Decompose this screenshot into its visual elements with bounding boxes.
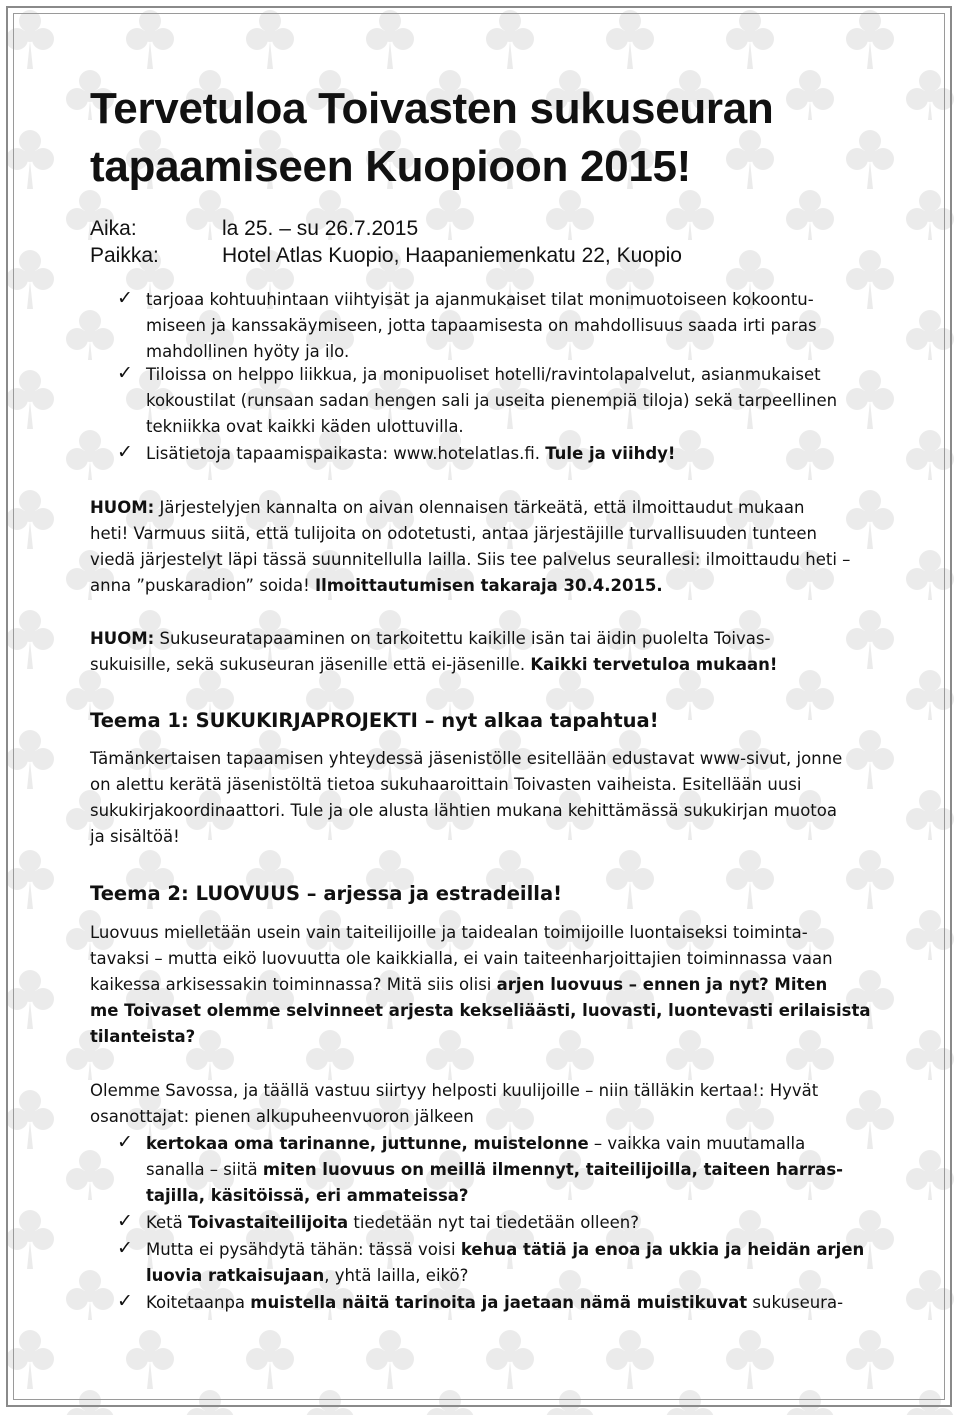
venue-info-text: Lisätietoja tapaamispaikasta: www.hotelatlas.fi. — [146, 444, 546, 463]
check-mark-icon: ✓ — [117, 362, 133, 384]
note1-line-4: anna ”puskaradion” soida! — [90, 576, 315, 595]
theme2-question-2: me Toivaset olemme selvinneet arjesta kekseliäästi, luovasti, luontevasti erilaisista — [90, 1001, 871, 1020]
theme2-body — [90, 920, 871, 1050]
event-time — [90, 216, 418, 242]
item1-rest: – vaikka vain muutamalla — [588, 1134, 806, 1153]
item1-line-3: tajilla, käsitöissä, eri ammateissa? — [146, 1186, 469, 1205]
theme1-body — [90, 746, 842, 850]
venue-item-1 — [146, 287, 817, 365]
venue-item-2 — [146, 362, 837, 440]
check-mark-icon: ✓ — [117, 1290, 133, 1312]
note1-line-2: heti! Varmuus siitä, että tulijoita on odotetusti, antaa järjestäjille turvallisuuden tunteen — [90, 524, 817, 543]
item3-pre: Mutta ei pysähdytä tähän: tässä voisi — [146, 1240, 461, 1259]
note-audience — [90, 626, 777, 678]
page-title — [90, 80, 774, 196]
item4-rest: sukuseura- — [747, 1293, 844, 1312]
theme2-line-1: Luovuus mielletään usein vain taiteilijoille ja taidealan toimijoille luontaiseksi toiminta- — [90, 923, 808, 942]
venue-item-3 — [146, 441, 675, 467]
note2-line-1: Sukuseuratapaaminen on tarkoitettu kaikille isän tai äidin puolelta Toivas- — [154, 629, 771, 648]
item1-line-2-bold: miten luovuus on meillä ilmennyt, taiteilijoilla, taiteen harras- — [262, 1160, 843, 1179]
note1-deadline: Ilmoittautumisen takaraja 30.4.2015. — [314, 576, 663, 595]
check-mark-icon: ✓ — [117, 441, 133, 463]
item2-bold: Toivastaiteilijoita — [187, 1213, 349, 1232]
theme2-para2 — [90, 1078, 818, 1130]
venue-item-2-line-3: tekniikka ovat kaikki käden ulottuvilla. — [146, 417, 464, 436]
note-registration — [90, 495, 850, 599]
venue-item-2-line-2: kokoustilat (runsaan sadan hengen sali ja useita pienempiä tiloja) sekä tarpeellinen — [146, 391, 838, 410]
item3-line-2-bold: luovia ratkaisujaan — [146, 1266, 325, 1285]
theme1-line-4: ja sisältöä! — [90, 827, 180, 846]
theme1-line-2: on alettu kerätä jäsenistöltä tietoa sukuhaaroittain Toivasten vaiheista. Esitellään uusi — [90, 775, 802, 794]
venue-item-1-line-3: mahdollinen hyöty ja ilo. — [146, 342, 350, 361]
time-label: Aika: — [90, 217, 137, 240]
theme1-line-3: sukukirjakoordinaattori. Tule ja ole alusta lähtien mukana kehittämässä sukukirjan muotoa — [90, 801, 837, 820]
item1-bold: kertokaa oma tarinanne, juttunne, muistelonne — [146, 1134, 589, 1153]
theme2-line-2: tavaksi – mutta eikö luovuutta ole kaikkialla, ei vain taiteenharjoittajien toiminnassa vaan — [90, 949, 833, 968]
check-mark-icon: ✓ — [117, 1237, 133, 1259]
venue-item-2-line-1: Tiloissa on helppo liikkua, ja monipuoliset hotelli/ravintolapalvelut, asianmukaiset — [146, 365, 821, 384]
theme2-line-3: kaikessa arkisessakin toiminnassa? Mitä siis olisi — [90, 975, 497, 994]
check-mark-icon: ✓ — [117, 1131, 133, 1153]
title-line-1: Tervetuloa Toivasten sukuseuran — [90, 84, 774, 133]
venue-info-bold: Tule ja viihdy! — [545, 444, 676, 463]
item2-rest: tiedetään nyt tai tiedetään olleen? — [348, 1213, 639, 1232]
theme2-item-2 — [146, 1210, 639, 1236]
theme2-question-3: tilanteista? — [90, 1027, 196, 1046]
theme2-heading: Teema 2: LUOVUUS – arjessa ja estradeilla! — [90, 882, 563, 905]
title-line-2: tapaamiseen Kuopioon 2015! — [90, 142, 692, 191]
venue-item-1-line-2: miseen ja kanssakäymiseen, jotta tapaamisesta on mahdollisuus saada irti paras — [146, 316, 817, 335]
check-mark-icon: ✓ — [117, 1210, 133, 1232]
place-label: Paikka: — [90, 244, 159, 267]
event-place — [90, 243, 682, 269]
theme2-item-3 — [146, 1237, 864, 1289]
place-value: Hotel Atlas Kuopio, Haapaniemenkatu 22, Kuopio — [222, 244, 682, 267]
note1-label: HUOM: — [90, 498, 155, 517]
time-value: la 25. – su 26.7.2015 — [222, 217, 419, 240]
theme2-para2-line-2: osanottajat: pienen alkupuheenvuoron jälkeen — [90, 1107, 474, 1126]
theme1-heading: Teema 1: SUKUKIRJAPROJEKTI – nyt alkaa tapahtua! — [90, 709, 659, 732]
check-mark-icon: ✓ — [117, 287, 133, 309]
note2-welcome: Kaikki tervetuloa mukaan! — [530, 655, 778, 674]
item3-line-2-rest: , yhtä lailla, eikö? — [324, 1266, 469, 1285]
item2-pre: Ketä — [146, 1213, 188, 1232]
theme1-line-1: Tämänkertaisen tapaamisen yhteydessä jäsenistölle esitellään edustavat www-sivut, jonne — [90, 749, 843, 768]
theme2-question-1: arjen luovuus – ennen ja nyt? Miten — [496, 975, 828, 994]
theme2-item-1 — [146, 1131, 843, 1209]
item3-bold: kehua tätiä ja enoa ja ukkia ja heidän arjen — [460, 1240, 865, 1259]
theme2-item-4 — [146, 1290, 843, 1316]
item4-pre: Koitetaanpa — [146, 1293, 251, 1312]
item4-bold: muistella näitä tarinoita ja jaetaan nämä muistikuvat — [250, 1293, 748, 1312]
note1-line-3: viedä järjestelyt läpi tässä suunnitellulla lailla. Siis tee palvelus seurallesi: ilmoittaudu heti – — [90, 550, 851, 569]
note2-line-2: sukuisille, sekä sukuseuran jäsenille että ei-jäsenille. — [90, 655, 531, 674]
note1-line-1: Järjestelyjen kannalta on aivan olennaisen tärkeätä, että ilmoittaudut mukaan — [154, 498, 805, 517]
item1-line-2: sanalla – siitä — [146, 1160, 263, 1179]
theme2-para2-line-1: Olemme Savossa, ja täällä vastuu siirtyy helposti kuulijoille – niin tälläkin kertaa!: Hyvät — [90, 1081, 819, 1100]
note2-label: HUOM: — [90, 629, 155, 648]
venue-item-1-line-1: tarjoaa kohtuuhintaan viihtyisät ja ajanmukaiset tilat monimuotoiseen kokoontu- — [146, 290, 814, 309]
